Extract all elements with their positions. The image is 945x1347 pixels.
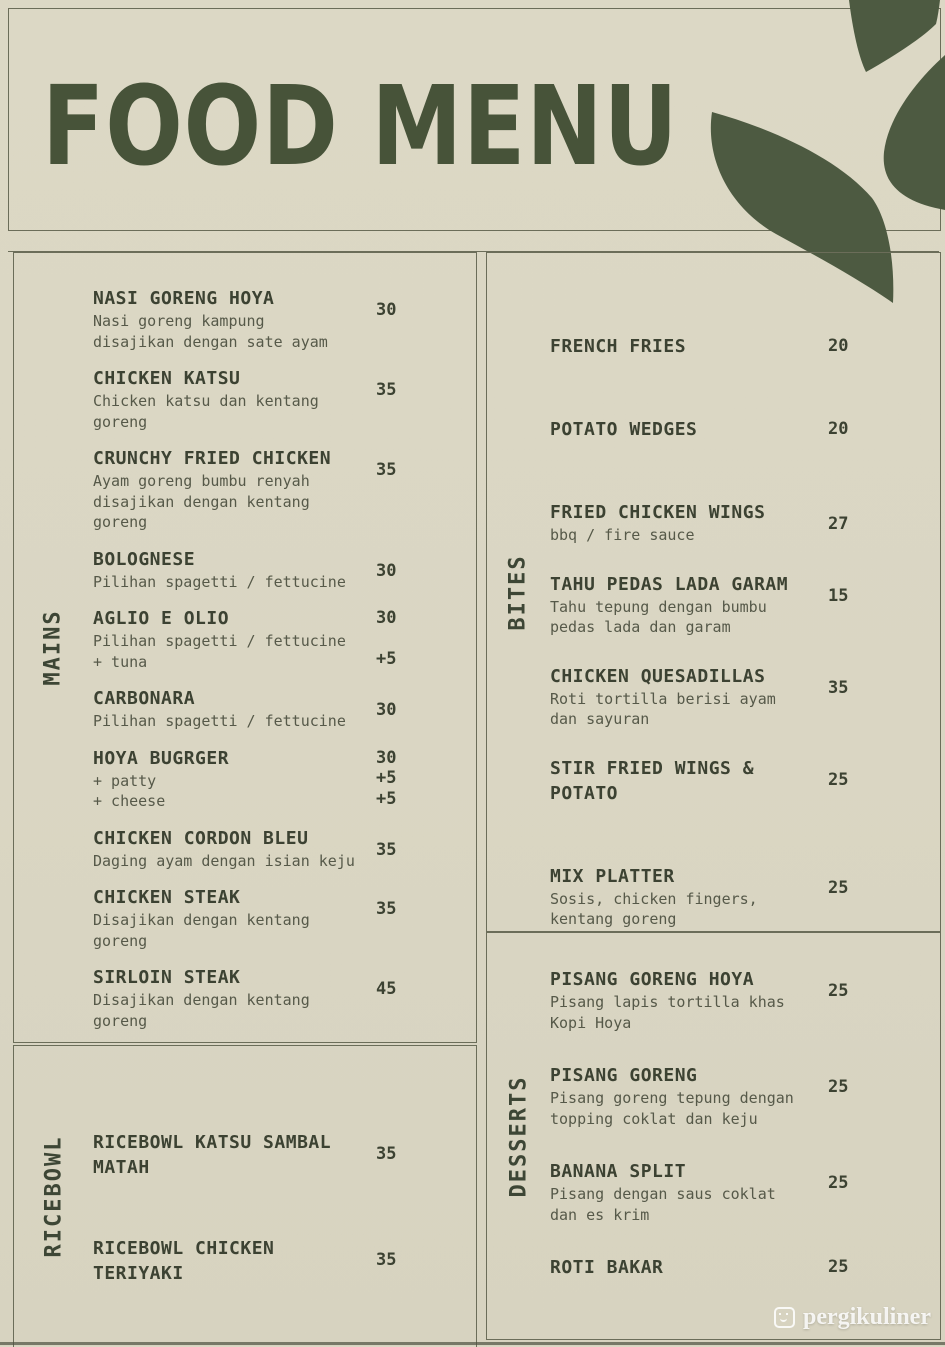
menu-item-main [93, 686, 376, 732]
item-price [376, 840, 476, 861]
item-name: NASI GORENG HOYA [93, 288, 275, 309]
item-price [376, 1250, 476, 1271]
price-value: 35 [376, 1144, 397, 1164]
price-value: 20 [828, 419, 849, 439]
item-name: HOYA BUGRGER [93, 747, 230, 769]
price-value: 27 [828, 514, 849, 534]
menu-item-main [93, 366, 376, 432]
price-value: 45 [376, 979, 397, 999]
item-description: Nasi goreng kampung disajikan dengan sate ayam [93, 312, 328, 351]
menu-item-main [93, 746, 376, 812]
price-value: 35 [376, 380, 397, 400]
item-description: + patty + cheese [93, 771, 166, 810]
item-name: RICEBOWL CHICKEN TERIYAKI [93, 1238, 275, 1284]
menu-item [93, 686, 476, 732]
price-value: 30 [376, 700, 397, 720]
item-price [376, 979, 476, 1000]
item-price [376, 561, 476, 582]
menu-item-main [550, 334, 828, 359]
price-value: +5 [376, 788, 397, 809]
price-value: +5 [376, 768, 397, 788]
menu-item [93, 286, 476, 352]
price-value: 30 [376, 300, 397, 320]
item-price [828, 678, 940, 699]
item-name: FRENCH FRIES [550, 336, 687, 357]
item-price [828, 1173, 940, 1194]
item-description: Tahu tepung dengan bumbu pedas lada dan garam [550, 597, 767, 636]
menu-item [550, 334, 940, 359]
item-name: TAHU PEDAS LADA GARAM [550, 573, 789, 595]
section-desserts [486, 932, 941, 1340]
menu-item-main [550, 756, 828, 806]
item-price [828, 878, 940, 899]
menu-item [93, 547, 476, 593]
menu-item [550, 1159, 940, 1225]
section-label-mains: MAINS [40, 609, 66, 686]
item-price [828, 1077, 940, 1098]
item-price [828, 336, 940, 357]
price-value: 15 [828, 585, 849, 606]
menu-item [93, 366, 476, 432]
price-value: 25 [828, 769, 849, 790]
item-name: BOLOGNESE [93, 548, 196, 570]
section-ricebowl [13, 1045, 477, 1347]
price-value: 35 [376, 460, 397, 480]
menu-item [550, 572, 940, 638]
menu-item-main [550, 1255, 828, 1280]
item-price [376, 380, 476, 401]
menu-item-main [93, 1236, 376, 1286]
menu-item-main [550, 572, 828, 638]
item-name: CHICKEN QUESADILLAS [550, 665, 766, 687]
item-description: Pisang dengan saus coklat dan es krim [550, 1185, 776, 1224]
item-description: Disajikan dengan kentang goreng [93, 911, 310, 950]
item-name: SIRLOIN STEAK [93, 967, 241, 988]
item-price [828, 1257, 940, 1278]
item-price [828, 419, 940, 440]
menu-item-main [93, 965, 376, 1031]
item-name: CRUNCHY FRIED CHICKEN [93, 448, 332, 469]
item-price [376, 608, 476, 670]
menu-item [93, 965, 476, 1031]
menu-item-main [550, 864, 828, 930]
menu-item-main [93, 885, 376, 951]
menu-item-main [550, 1063, 828, 1129]
menu-item [550, 417, 940, 442]
section-label-desserts: DESSERTS [506, 1075, 531, 1197]
price-value: 30 [376, 608, 397, 628]
item-name: CHICKEN KATSU [93, 368, 241, 389]
price-value: 25 [828, 877, 849, 898]
item-name: MIX PLATTER [550, 865, 675, 887]
pergikuliner-logo-icon [774, 1307, 795, 1328]
item-price [376, 899, 476, 920]
item-price [376, 460, 476, 481]
menu-item-main [550, 664, 828, 730]
menu-item-main [93, 547, 376, 593]
item-name: CHICKEN CORDON BLEU [93, 827, 309, 849]
menu-item [550, 500, 940, 546]
price-value: 35 [376, 899, 397, 919]
item-description: Roti tortilla berisi ayam dan sayuran [550, 689, 776, 728]
page-title: FOOD MENU [42, 62, 679, 190]
menu-item [93, 1130, 476, 1180]
section-items [487, 253, 940, 956]
section-items [14, 1046, 476, 1342]
watermark [774, 1304, 931, 1331]
price-value: +5 [376, 649, 397, 669]
menu-item [93, 885, 476, 951]
price-value: 25 [828, 1257, 849, 1277]
item-name: CARBONARA [93, 688, 196, 709]
section-bites [486, 252, 941, 932]
item-description: Pisang lapis tortilla khas Kopi Hoya [550, 993, 785, 1032]
price-value: 35 [376, 839, 397, 860]
menu-item [550, 664, 940, 730]
menu-item-main [550, 967, 828, 1033]
item-price [376, 700, 476, 721]
price-value: 35 [376, 1250, 397, 1270]
item-price [376, 1144, 476, 1165]
item-name: RICEBOWL KATSU SAMBAL MATAH [93, 1132, 332, 1178]
item-name: BANANA SPLIT [550, 1161, 687, 1182]
menu-item [550, 1063, 940, 1129]
item-name: POTATO WEDGES [550, 419, 698, 440]
menu-item [550, 967, 940, 1033]
item-price [376, 300, 476, 321]
item-description: Disajikan dengan kentang goreng [93, 991, 310, 1030]
item-price [376, 748, 476, 810]
item-price [828, 981, 940, 1002]
menu-item-main [93, 446, 376, 533]
item-description: Pilihan spagetti / fettucine [93, 712, 346, 730]
menu-item-main [93, 286, 376, 352]
item-description: Pilihan spagetti / fettucine [93, 572, 346, 591]
section-label-bites: BITES [506, 553, 532, 631]
price-value: 25 [828, 981, 849, 1001]
price-spacer [376, 629, 476, 650]
watermark-label: pergikuliner [802, 1304, 931, 1330]
price-value: 30 [376, 747, 397, 768]
section-items [14, 253, 476, 1045]
menu-item [93, 446, 476, 533]
menu-item-main [93, 1130, 376, 1180]
menu-item [93, 606, 476, 672]
menu-item-main [550, 500, 828, 546]
menu-item-main [550, 417, 828, 442]
menu-item-main [550, 1159, 828, 1225]
item-description: Chicken katsu dan kentang goreng [93, 392, 319, 431]
item-description: Sosis, chicken fingers, kentang goreng [550, 889, 758, 928]
section-mains [13, 252, 477, 1043]
item-name: AGLIO E OLIO [93, 608, 230, 629]
item-description: Pisang goreng tepung dengan topping coklat dan keju [550, 1089, 794, 1128]
item-description: Ayam goreng bumbu renyah disajikan dengan kentang goreng [93, 472, 310, 531]
menu-item [550, 864, 940, 930]
price-value: 30 [376, 560, 397, 581]
item-description: Pilihan spagetti / fettucine + tuna [93, 632, 346, 671]
menu-item [93, 826, 476, 872]
item-name: PISANG GORENG HOYA [550, 969, 755, 990]
item-price [828, 770, 940, 791]
item-description: Daging ayam dengan isian keju [93, 851, 355, 870]
price-value: 25 [828, 1077, 849, 1097]
menu-item-main [93, 606, 376, 672]
section-label-ricebowl: RICEBOWL [41, 1135, 66, 1258]
item-name: PISANG GORENG [550, 1065, 698, 1086]
menu-item [93, 1236, 476, 1286]
item-price [828, 586, 940, 607]
menu-item-main [93, 826, 376, 872]
page-bottom-edge [0, 1342, 945, 1345]
item-name: STIR FRIED WINGS & POTATO [550, 757, 755, 804]
item-description: bbq / fire sauce [550, 526, 695, 544]
price-value: 35 [828, 677, 849, 698]
price-value: 20 [828, 336, 849, 356]
item-name: FRIED CHICKEN WINGS [550, 502, 766, 523]
menu-item [93, 746, 476, 812]
menu-item [550, 756, 940, 806]
menu-item [550, 1255, 940, 1280]
item-name: CHICKEN STEAK [93, 887, 241, 908]
item-price [828, 514, 940, 535]
price-value: 25 [828, 1173, 849, 1193]
item-name: ROTI BAKAR [550, 1257, 664, 1278]
section-items [487, 933, 940, 1310]
